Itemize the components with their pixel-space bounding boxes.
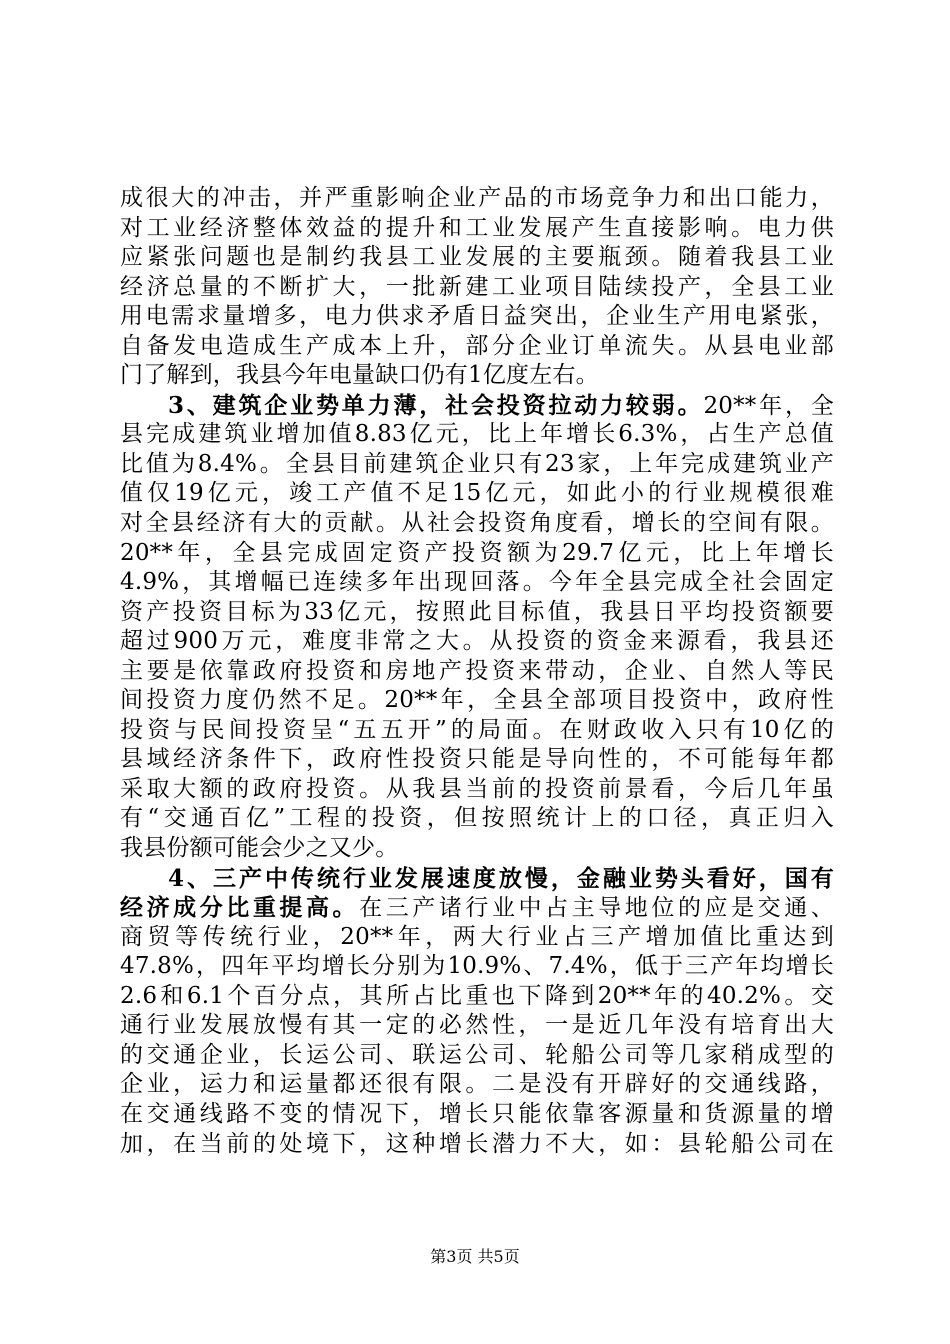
section-3-heading-tail: 20**年，全 bbox=[703, 392, 834, 419]
text-line: 投资与民间投资呈“五五开”的局面。在财政收入只有10亿的 bbox=[120, 716, 834, 743]
text-line: 有“交通百亿”工程的投资，但按照统计上的口径，真正归入 bbox=[120, 805, 834, 832]
text-line: 加，在当前的处境下，这种增长潜力不大，如：县轮船公司在 bbox=[120, 1130, 834, 1157]
text-line: 比值为8.4%。全县目前建筑企业只有23家，上年完成建筑业产 bbox=[120, 450, 834, 477]
section-3-heading-line bbox=[120, 391, 834, 421]
text-line: 2.6和6.1个百分点，其所占比重也下降到20**年的40.2%。交 bbox=[120, 982, 834, 1009]
text-line: 值仅19亿元，竣工产值不足15亿元，如此小的行业规模很难 bbox=[120, 480, 834, 507]
text-line: 经济总量的不断扩大，一批新建工业项目陆续投产，全县工业 bbox=[120, 273, 834, 300]
text-line: 4.9%，其增幅已连续多年出现回落。今年全县完成全社会固定 bbox=[120, 569, 834, 596]
text-line: 对工业经济整体效益的提升和工业发展产生直接影响。电力供 bbox=[120, 214, 834, 241]
text-line: 采取大额的政府投资。从我县当前的投资前景看，今后几年虽 bbox=[120, 775, 834, 802]
text-line: 间投资力度仍然不足。20**年，全县全部项目投资中，政府性 bbox=[120, 687, 834, 714]
text-line: 县完成建筑业增加值8.83亿元，比上年增长6.3%，占生产总值 bbox=[120, 421, 834, 448]
text-line: 县域经济条件下，政府性投资只能是导向性的，不可能每年都 bbox=[120, 746, 834, 773]
section-4-heading-line2 bbox=[120, 893, 834, 923]
text-line: 用电需求量增多，电力供求矛盾日益突出，企业生产用电紧张， bbox=[120, 303, 834, 330]
text-line: 商贸等传统行业，20**年，两大行业占三产增加值比重达到 bbox=[120, 923, 834, 950]
text-line: 在交通线路不变的情况下，增长只能依靠客源量和货源量的增 bbox=[120, 1100, 834, 1127]
text-line: 企业，运力和运量都还很有限。二是没有开辟好的交通线路， bbox=[120, 1071, 834, 1098]
document-body bbox=[120, 184, 834, 1159]
text-line: 应紧张问题也是制约我县工业发展的主要瓶颈。随着我县工业 bbox=[120, 244, 834, 271]
section-3-heading: 3、建筑企业势单力薄，社会投资拉动力较弱。 bbox=[168, 391, 704, 419]
section-4-heading: 4、三产中传统行业发展速度放慢，金融业势头看好，国有 bbox=[168, 864, 834, 892]
text-line: 我县份额可能会少之又少。 bbox=[120, 835, 399, 862]
text-line: 超过900万元，难度非常之大。从投资的资金来源看，我县还 bbox=[120, 628, 834, 655]
text-line: 20**年，全县完成固定资产投资额为29.7亿元，比上年增长 bbox=[120, 539, 834, 566]
text-line: 成很大的冲击，并严重影响企业产品的市场竞争力和出口能力， bbox=[120, 185, 834, 211]
text-line: 对全县经济有大的贡献。从社会投资角度看，增长的空间有限。 bbox=[120, 510, 834, 537]
text-line: 主要是依靠政府投资和房地产投资来带动，企业、自然人等民 bbox=[120, 657, 834, 684]
page-number-footer: 第3页 共5页 bbox=[430, 1247, 520, 1266]
text-line: 通行业发展放慢有其一定的必然性，一是近几年没有培育出大 bbox=[120, 1012, 834, 1039]
text-line: 的交通企业，长运公司、联运公司、轮船公司等几家稍成型的 bbox=[120, 1041, 834, 1068]
section-4-heading-tail: 在三产诸行业中占主导地位的应是交通、 bbox=[359, 895, 834, 922]
section-4-heading-cont: 经济成分比重提高。 bbox=[120, 894, 360, 922]
text-line: 门了解到，我县今年电量缺口仍有1亿度左右。 bbox=[120, 362, 599, 389]
text-line: 资产投资目标为33亿元，按照此目标值，我县日平均投资额要 bbox=[120, 598, 834, 625]
text-line: 47.8%，四年平均增长分别为10.9%、7.4%，低于三产年均增长 bbox=[120, 953, 834, 980]
text-line: 自备发电造成生产成本上升，部分企业订单流失。从县电业部 bbox=[120, 332, 834, 359]
